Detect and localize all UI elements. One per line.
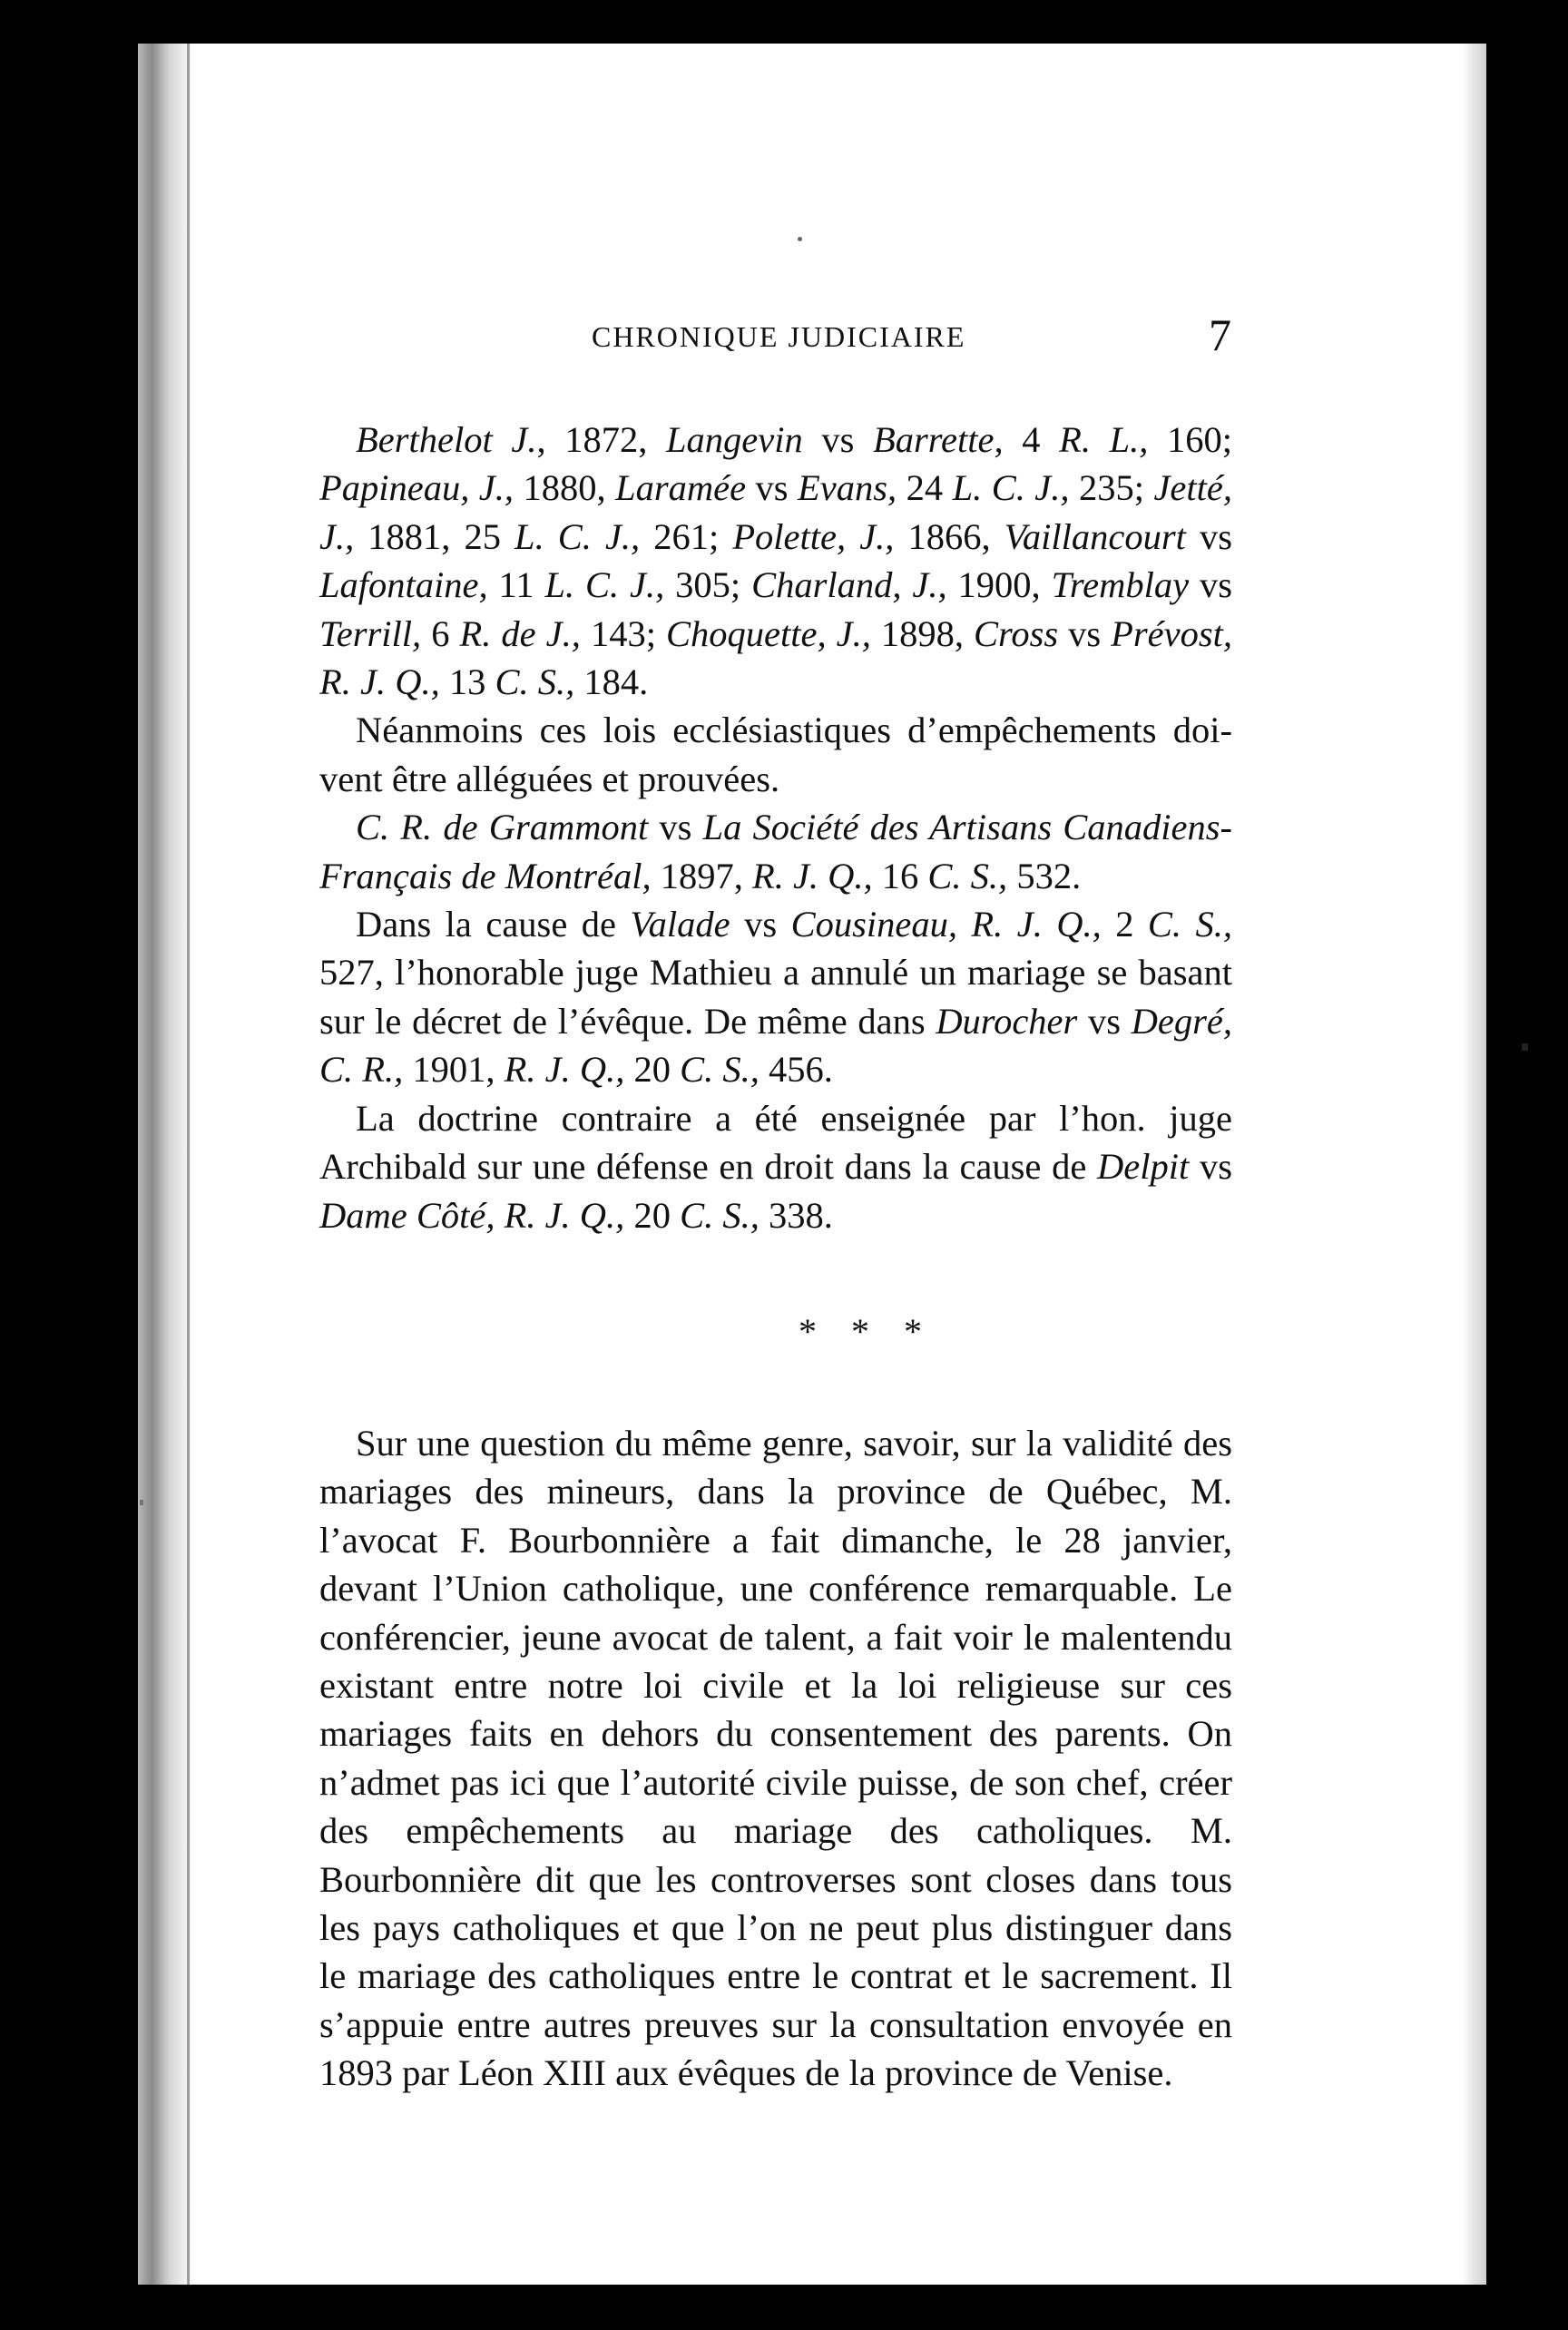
- citation-text: 1881, 25: [354, 515, 515, 557]
- citation-text: 1880,: [514, 467, 616, 509]
- scan-speck: [798, 237, 802, 241]
- citation-text: vs: [648, 807, 703, 848]
- citation-text: vs: [1058, 612, 1112, 654]
- citation-text: 143;: [580, 612, 666, 654]
- citation-text: Evans,: [798, 467, 897, 509]
- body-text-run: La doctrine contraire a été enseignée par l’hon. juge Archibald sur une défense en droit dans la cause de: [319, 1097, 1232, 1188]
- citation-text: C. S.,: [927, 855, 1008, 896]
- body-text-run: 1901,: [403, 1049, 505, 1091]
- citation-text: vs: [1185, 515, 1232, 557]
- citation-text: Cousineau, R. J. Q.,: [790, 904, 1102, 945]
- citation-text: Barrette,: [872, 419, 1004, 460]
- paragraph-grammont-citation: [319, 803, 1232, 900]
- citation-text: Valade: [630, 904, 730, 945]
- citation-text: Lafontaine,: [319, 564, 488, 606]
- citation-text: 1900,: [946, 564, 1052, 606]
- body-text-run: 456.: [759, 1049, 833, 1091]
- body-text-run: 527, l’honorable juge Mathieu a annulé un mariage se basant sur le décret de l’évêque. De même dans: [319, 952, 1232, 1042]
- citation-text: 13: [439, 661, 495, 703]
- paragraph-case-citations: [319, 416, 1232, 706]
- citation-text: Jetté, J.,: [319, 467, 1233, 557]
- citation-text: C. S.,: [495, 661, 575, 703]
- citation-text: Dame Côté, R. J. Q.,: [319, 1194, 625, 1236]
- citation-text: Vaillancourt: [1004, 515, 1186, 557]
- citation-text: L. C. J.,: [952, 467, 1070, 509]
- citation-text: vs: [802, 419, 873, 460]
- citation-text: 11: [487, 564, 545, 606]
- running-header: CHRONIQUE JUDICIAIRE: [592, 320, 966, 353]
- citation-text: 235;: [1069, 467, 1154, 509]
- book-page: [138, 44, 1486, 2285]
- citation-text: 160;: [1148, 419, 1233, 460]
- citation-text: Delpit: [1097, 1146, 1190, 1188]
- citation-text: 305;: [664, 564, 752, 606]
- body-text-run: vs: [1189, 1146, 1233, 1188]
- citation-text: Papineau, J.,: [319, 467, 514, 509]
- citation-text: Durocher: [936, 1000, 1078, 1042]
- citation-text: Terrill,: [319, 612, 422, 654]
- citation-text: C. S.,: [680, 1194, 760, 1236]
- body-text-run: vs: [730, 904, 791, 945]
- citation-text: La Société des Artisans Canadiens-Français de Montréal,: [319, 807, 1233, 896]
- paragraph-bourbonniere-conference: Sur une question du même genre, savoir, sur la validité des mariages des mineurs, dans la province de Québec, M. l’avocat F. Bourbonnière a fait dimanche, le 28 janvier, devant l’Union catholique, une conférence remarquable. Le conférencier, jeune avocat de talent, a fait voir le malentendu existant entre notre loi civile et la loi religieuse sur ces mariages faits en dehors du consentement des parents. On n’admet pas ici que l’autorité civile puisse, de son chef, créer des empêchements au mariage des catholiques. M. Bourbonnière dit que les controverses sont closes dans tous les pays catholiques et que l’on ne peut plus distinguer dans le mariage des catholiques entre le contrat et le sacrement. Il s’appuie entre autres preuves sur la consultation envoyée en 1893 par Léon XIII aux évêques de la province de Venise.: [319, 1422, 1232, 2094]
- citation-text: Tremblay: [1051, 564, 1190, 606]
- body-text: [319, 416, 1232, 2098]
- body-text-run: 2: [1101, 904, 1148, 945]
- paragraph-neanmoins: Néanmoins ces lois ecclésiastiques d’empêchements doivent être alléguées et prouvées.: [319, 710, 1232, 799]
- citation-text: Laramée: [615, 467, 747, 509]
- page-gutter-line: [187, 44, 190, 2285]
- citation-text: R. de J.,: [459, 612, 581, 654]
- citation-text: 24: [897, 467, 953, 509]
- citation-text: 532.: [1007, 855, 1082, 896]
- body-text-run: vs: [1077, 1000, 1132, 1042]
- citation-text: Cross: [974, 612, 1059, 654]
- citation-text: 1897,: [651, 855, 752, 896]
- citation-text: R. J. Q.,: [751, 855, 873, 896]
- citation-text: vs: [1189, 564, 1232, 606]
- citation-text: 1866,: [894, 515, 1004, 557]
- paragraph-doctrine-contraire: [319, 1094, 1232, 1239]
- page-spine-shadow: [138, 44, 194, 2285]
- citation-text: 4: [1003, 419, 1060, 460]
- paragraph-valade-case: [319, 900, 1232, 1094]
- citation-text: L. C. J.,: [514, 515, 641, 557]
- page-number: 7: [1209, 309, 1231, 360]
- citation-text: Degré, C. R.,: [319, 1000, 1233, 1091]
- citation-text: , 1872,: [536, 419, 666, 460]
- citation-text: 1898,: [870, 612, 975, 654]
- citation-text: Charland, J.,: [751, 564, 947, 606]
- citation-text: 16: [872, 855, 928, 896]
- citation-text: 184.: [574, 661, 649, 703]
- citation-text: Choquette, J.,: [665, 612, 871, 654]
- citation-text: Berthelot J.: [356, 419, 537, 460]
- citation-text: C. S.,: [680, 1049, 760, 1091]
- section-separator: * * *: [799, 1310, 935, 1352]
- citation-text: 261;: [640, 515, 733, 557]
- citation-text: Prévost, R. J. Q.,: [319, 612, 1233, 703]
- citation-text: Polette, J.,: [732, 515, 895, 557]
- citation-text: vs: [746, 467, 799, 509]
- citation-text: L. C. J.,: [544, 564, 665, 606]
- body-text-run: 338.: [759, 1194, 833, 1236]
- citation-text: Langevin: [665, 419, 803, 460]
- scan-speck: [1522, 1043, 1528, 1051]
- citation-text: C. R. de Grammont: [356, 807, 649, 848]
- page-edge-shadow: [1463, 44, 1486, 2285]
- citation-text: R. L.,: [1059, 419, 1149, 460]
- body-text-run: Dans la cause de: [356, 904, 631, 945]
- body-text-run: 20: [624, 1194, 681, 1236]
- citation-text: C. S.,: [1147, 904, 1233, 945]
- citation-text: 6: [421, 612, 460, 654]
- body-text-run: 20: [624, 1049, 681, 1091]
- scan-speck: [140, 1500, 143, 1505]
- citation-text: R. J. Q.,: [504, 1049, 625, 1091]
